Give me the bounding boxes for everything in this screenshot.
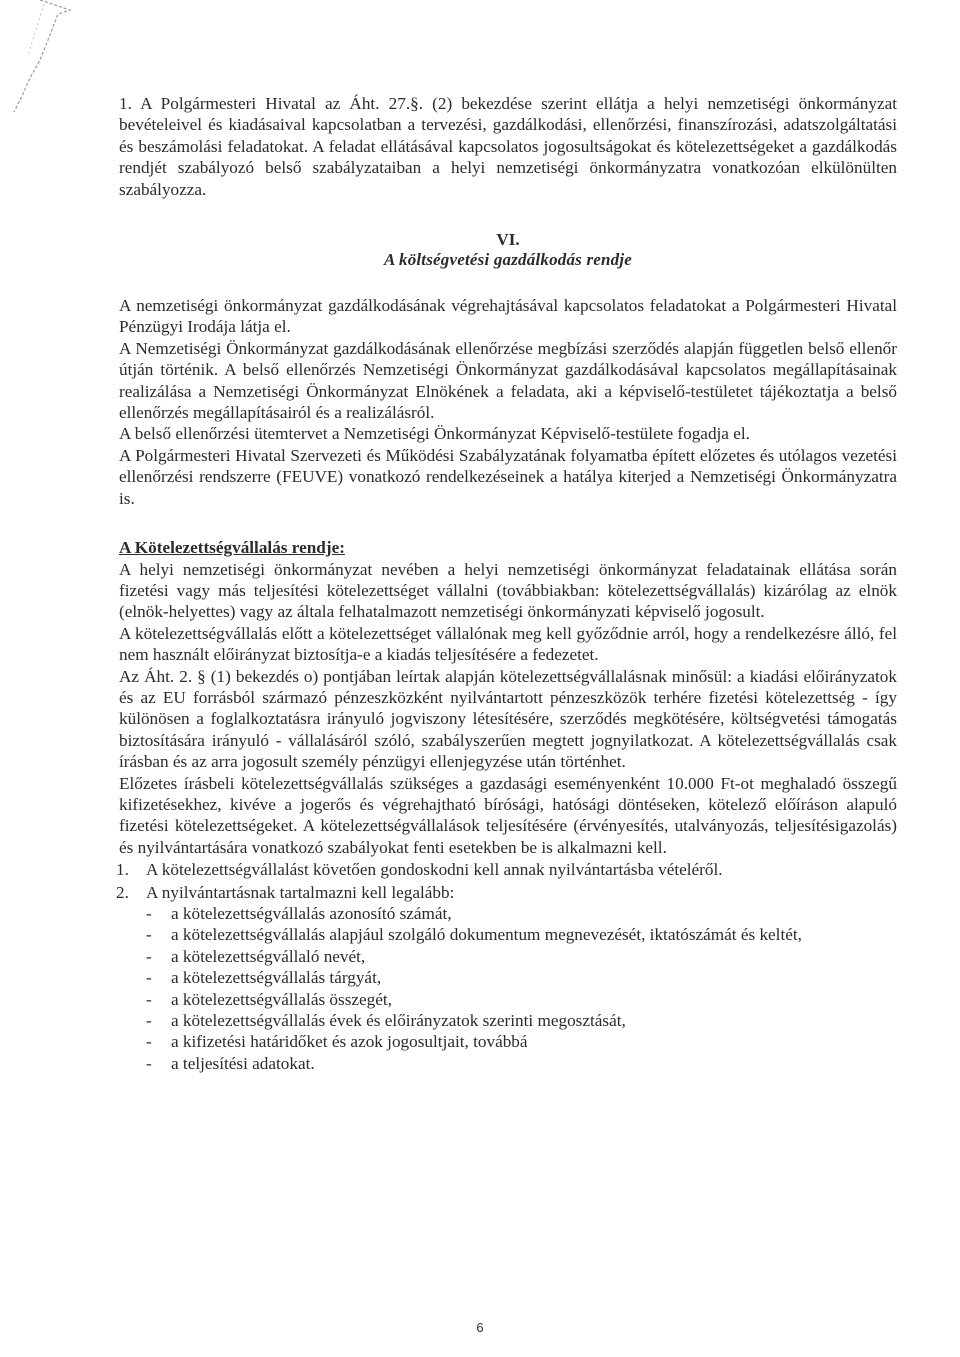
dash-marker: - xyxy=(146,925,152,945)
bullet-text: a kötelezettségvállaló nevét, xyxy=(171,946,366,966)
section-title: A költségvetési gazdálkodás rendje xyxy=(383,250,633,270)
bullet-text: a kötelezettségvállalás tárgyát, xyxy=(171,968,382,988)
item-text: A nyilvántartásnak tartalmazni kell legalább: xyxy=(146,882,455,902)
bullet-item xyxy=(146,903,897,924)
scan-corner-mark xyxy=(0,0,90,120)
bullet-item xyxy=(146,946,897,967)
section-number: VI. xyxy=(496,230,520,250)
document-page xyxy=(116,93,897,1074)
bullet-text: a kötelezettségvállalás évek és előirányzatok szerinti megosztását, xyxy=(171,1011,626,1031)
dash-marker: - xyxy=(146,1011,152,1031)
bullet-item xyxy=(146,989,897,1010)
bullet-item xyxy=(146,1031,897,1052)
bullet-text: a kötelezettségvállalás azonosító számát, xyxy=(171,904,452,923)
bullet-text: a kötelezettségvállalás alapjául szolgáló dokumentum megnevezését, iktatószámát és keltét, xyxy=(171,925,802,945)
bullet-item xyxy=(146,967,897,988)
subheading: A Kötelezettségvállalás rendje: xyxy=(119,538,345,558)
numbered-item xyxy=(116,882,897,903)
dash-marker: - xyxy=(146,989,152,1009)
bullet-list xyxy=(119,903,897,1074)
paragraph: A nemzetiségi önkormányzat gazdálkodásának végrehajtásával kapcsolatos feladatokat a Polgármesteri Hivatal Pénzügyi Irodája látja el. xyxy=(119,296,897,337)
dash-marker: - xyxy=(146,1032,152,1052)
bullet-item xyxy=(146,1010,897,1031)
item-number: 1. xyxy=(116,860,129,880)
page-number: 6 xyxy=(476,1320,484,1335)
dash-marker: - xyxy=(146,946,152,966)
bullet-text: a teljesítési adatokat. xyxy=(171,1053,315,1073)
dash-marker: - xyxy=(146,904,152,923)
bullet-text: a kötelezettségvállalás összegét, xyxy=(171,989,392,1009)
bullet-item xyxy=(146,924,897,945)
paragraph: A Nemzetiségi Önkormányzat gazdálkodásának ellenőrzése megbízási szerződés alapján független belső ellenőr útján történik. A belső ellenőrzés Nemzetiségi Önkormányzat gazdálkodásával kapcsolatos megállapításainak realizálása a Nemzetiségi Önkormányzat Elnökének a feladata, aki a képviselő-testületet tájékoztatja a belső ellenőrzés megállapításairól és a realizálásról. xyxy=(119,338,897,423)
bullet-item xyxy=(146,1053,897,1074)
dash-marker: - xyxy=(146,968,152,988)
commitment-paragraph: A helyi nemzetiségi önkormányzat nevében a helyi nemzetiségi önkormányzat feladatainak ellátása során fizetési vagy más teljesítési kötelezettséget vállalni (továbbiakban: kötelezettségvállalás) kizárólag az elnök (elnök-helyettes) vagy az általa felhatalmazott nemzetiségi önkormányzati képviselő jogosult. xyxy=(119,559,897,622)
paragraph: A Polgármesteri Hivatal Szervezeti és Működési Szabályzatának folyamatba épített előzetes és utólagos vezetési ellenőrzési rendszerre (FEUVE) vonatkozó rendelkezéseinek a hatálya kiterjed a Nemzetiségi Önkormányzatra is. xyxy=(119,445,897,508)
commitment-paragraph: A kötelezettségvállalás előtt a kötelezettséget vállalónak meg kell győződnie arról, hogy a rendelkezésre álló, fel nem használt előirányzat biztosítja-e a kiadás teljesítésére a fedezetet. xyxy=(119,623,897,665)
bullet-text: a kifizetési határidőket és azok jogosultjait, továbbá xyxy=(171,1032,528,1052)
commitment-paragraph: Az Áht. 2. § (1) bekezdés o) pontjában leírtak alapján kötelezettségvállalásnak minősül: a kiadási előirányzatok és az EU forrásból származó pénzeszközként nyilvántartott pénzeszközök terhére fizetési kötelezettség - így különösen a foglalkoztatásra irányuló jogviszony létesítésére, szerződés megkötésére, költségvetési támogatás biztosítására irányuló - vállalásáról szóló, szabályszerűen megtett jognyilatkozat. A kötelezettségvállalás csak írásban és az arra jogosult személy pénzügyi ellenjegyzése után történhet. xyxy=(119,666,897,772)
intro-paragraph: 1. A Polgármesteri Hivatal az Áht. 27.§. (2) bekezdése szerint ellátja a helyi nemzetiségi önkormányzat bevételeivel és kiadásaival kapcsolatban a tervezési, gazdálkodási, ellenőrzési, finanszírozási, adatszolgáltatási és beszámolási feladatokat. A feladat ellátásával kapcsolatos jogosultságokat és kötelezettségeket a gazdálkodás rendjét szabályozó belső szabályzataiban a helyi nemzetiségi önkormányzatra vonatkozóan elkülönülten szabályozza. xyxy=(119,94,897,199)
dash-marker: - xyxy=(146,1053,152,1073)
paragraph: A belső ellenőrzési ütemtervet a Nemzetiségi Önkormányzat Képviselő-testülete fogadja el. xyxy=(119,424,750,444)
numbered-item xyxy=(116,859,897,880)
item-number: 2. xyxy=(116,882,129,902)
item-text: A kötelezettségvállalást követően gondoskodni kell annak nyilvántartásba vételéről. xyxy=(146,860,723,880)
commitment-paragraph: Előzetes írásbeli kötelezettségvállalás szükséges a gazdasági eseményenként 10.000 Ft-ot meghaladó összegű kifizetésekhez, kivéve a jogerős és végrehajtható bírósági, hatósági döntéseken, kötelező előíráson alapuló fizetési kötelezettségeket. A kötelezettségvállalások teljesítésére (érvényesítés, utalványozás, teljesítésigazolás) és nyilvántartására vonatkozó szabályokat fenti esetekben be is alkalmazni kell. xyxy=(119,773,897,857)
